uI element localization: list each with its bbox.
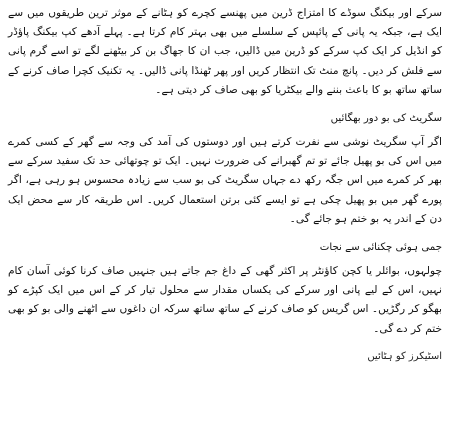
next-section-heading-partial: اسٹیکرز کو ہٹائیں	[367, 350, 442, 362]
section-body-grease-removal: چولہوں، بوائلر یا کچن کاؤنٹر پر اکثر گھی کے داغ جم جاتے ہیں جنہیں صاف کرنا کوئی آسان کام نہیں، اس کے لیے پانی اور سرکے کی یکساں مقدار سے محلول تیار کر کے اس میں ایک کپڑے کو بھگو کر رگڑیں۔ اس گریس کو صاف کرنے کے ساتھ ساتھ سرکہ ان داغوں سے اٹھنے والی بو کو بھی ختم کر دے گی۔	[8, 265, 442, 335]
intro-paragraph: سرکے اور بیکنگ سوڈے کا امتزاج ڈرین میں پھنسے کچرے کو ہٹانے کے موثر ترین طریقوں میں سے ایک ہے، جبکہ یہ پانی کے پائپس کے سلسلے میں بھی بہتر کام کرتا ہے۔ پہلے آدھے کپ بیکنگ پاؤڈر کو انڈیل کر ایک کپ سرکے کو ڈرین میں ڈالیں، جب ان کا جھاگ بن کر بیٹھنے لگے تو اسے گرم پانی سے فلش کر دیں۔ پانچ منٹ تک انتظار کریں اور پھر ٹھنڈا پانی ڈالیں۔ یہ تکنیک کچرا صاف کرنے کے ساتھ ساتھ بو کا باعث بننے والے بیکٹریا کو بھی صاف کر دیتی ہے۔	[8, 7, 442, 96]
section-heading-cigarette-smell: سگریٹ کی بو دور بھگائیں	[330, 113, 442, 125]
article-content	[8, 4, 442, 363]
section-body-cigarette-smell: اگر آپ سگریٹ نوشی سے نفرت کرتے ہیں اور دوستوں کی آمد کی وجہ سے گھر کے کسی کمرے میں اس کی بو پھیل جائے تو تم گھبرانے کی ضرورت نہیں۔ ایک تو چوتھائی حد تک سفید سرکے سے بھر کر کمرے میں اس جگہ رکھ دے جہاں سگریٹ کی بو سب سے زیادہ محسوس ہو رہی ہے، اگر پورے گھر میں بو پھیل چکی ہے تو ایسے کئی برتن استعمال کریں۔ اس طریقہ کار سے محض ایک دن کے اندر یہ بو ختم ہو جائے گی۔	[8, 136, 442, 225]
section-heading-grease-removal: جمی ہوئی چکنائی سے نجات	[319, 242, 442, 254]
